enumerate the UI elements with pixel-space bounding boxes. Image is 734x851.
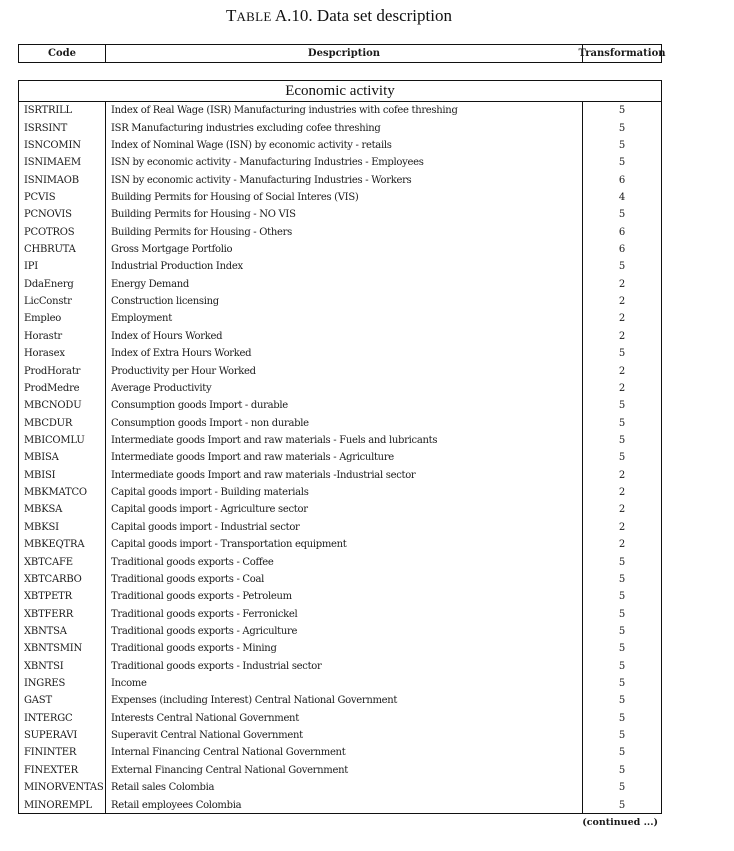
row-description: Employment: [111, 313, 172, 325]
table-row: [19, 380, 661, 397]
row-description: Building Permits for Housing - NO VIS: [111, 209, 296, 221]
row-transformation: 5: [618, 435, 626, 446]
row-code: ISNCOMIN: [24, 139, 81, 151]
table-title-text: A.10. Data set description: [274, 6, 452, 25]
row-description: Capital goods import - Industrial sector: [111, 521, 300, 533]
row-code: ISNIMAOB: [24, 174, 79, 186]
table-row: [19, 762, 661, 779]
row-transformation: 5: [618, 573, 626, 585]
table-row: [19, 119, 661, 136]
row-transformation: 2: [618, 469, 626, 481]
table-row: [19, 692, 661, 709]
row-transformation: 5: [618, 764, 626, 776]
row-code: INGRES: [24, 678, 66, 690]
row-description: Average Productivity: [111, 382, 212, 394]
row-code: GAST: [24, 695, 52, 707]
row-code: XBNTSI: [24, 660, 64, 672]
row-transformation: 6: [618, 226, 626, 238]
row-description: Intermediate goods Import and raw materials - Agriculture: [111, 452, 394, 464]
table-row: [19, 189, 661, 206]
row-transformation: 5: [618, 452, 626, 464]
row-code: XBNTSMIN: [24, 643, 83, 655]
table-row: [19, 241, 661, 258]
table-row: [19, 501, 661, 518]
table-row: [19, 553, 661, 570]
table-row: [19, 276, 661, 293]
row-description: Capital goods import - Transportation equipment: [111, 539, 347, 551]
table-row: [19, 293, 661, 310]
table-row: [19, 727, 661, 744]
row-description: Index of Hours Worked: [111, 330, 223, 342]
row-code: MBCDUR: [24, 417, 73, 429]
table-row: [19, 397, 661, 414]
row-transformation: 2: [618, 487, 626, 499]
row-transformation: 2: [618, 365, 626, 377]
row-description: Traditional goods exports - Mining: [111, 643, 277, 655]
row-transformation: 5: [618, 417, 626, 429]
table-row: [19, 137, 661, 154]
row-description: Index of Nominal Wage (ISN) by economic activity - retails: [111, 139, 392, 151]
row-transformation: 2: [618, 539, 626, 551]
table-title-prefix-cap: T: [226, 6, 237, 25]
row-transformation: 5: [618, 712, 626, 724]
table-row: [19, 362, 661, 379]
row-description: Consumption goods Import - durable: [111, 400, 288, 412]
row-transformation: 5: [618, 799, 626, 811]
column-header-description: Despcription: [106, 45, 583, 62]
row-code: Empleo: [24, 313, 62, 325]
table-row: [19, 449, 661, 466]
row-description: Traditional goods exports - Industrial sector: [111, 660, 322, 672]
row-code: FININTER: [24, 747, 77, 759]
row-transformation: 2: [618, 313, 626, 325]
row-description: Traditional goods exports - Petroleum: [111, 591, 292, 603]
continued-note: (continued ...): [582, 817, 658, 828]
row-description: Retail employees Colombia: [111, 799, 242, 811]
section-title: Economic activity: [19, 81, 661, 102]
row-transformation: 5: [618, 747, 626, 759]
row-code: MBICOMLU: [24, 435, 85, 446]
row-description: Internal Financing Central National Government: [111, 747, 346, 759]
row-transformation: 5: [618, 261, 626, 273]
row-code: ISNIMAEM: [24, 157, 81, 169]
row-transformation: 5: [618, 730, 626, 742]
row-code: MBKMATCO: [24, 487, 87, 499]
row-code: MBISA: [24, 452, 59, 464]
row-transformation: 5: [618, 556, 626, 568]
table-row: [19, 310, 661, 327]
table-row: [19, 779, 661, 796]
table-row: [19, 171, 661, 188]
row-transformation: 5: [618, 591, 626, 603]
row-code: MBISI: [24, 469, 56, 481]
table-row: [19, 258, 661, 275]
row-description: Industrial Production Index: [111, 261, 243, 273]
row-description: Superavit Central National Government: [111, 730, 303, 742]
row-transformation: 2: [618, 504, 626, 516]
row-description: Energy Demand: [111, 278, 189, 290]
row-transformation: 2: [618, 382, 626, 394]
row-description: Building Permits for Housing - Others: [111, 226, 292, 238]
table-row: [19, 484, 661, 501]
table-row: [19, 658, 661, 675]
column-header-code: Code: [19, 45, 106, 62]
row-transformation: 5: [618, 400, 626, 412]
table-row: [19, 640, 661, 657]
table-row: [19, 710, 661, 727]
row-transformation: 6: [618, 244, 626, 256]
row-code: MBKEQTRA: [24, 539, 85, 551]
row-code: PCVIS: [24, 191, 56, 203]
row-transformation: 2: [618, 278, 626, 290]
row-description: Index of Real Wage (ISR) Manufacturing industries with cofee threshing: [111, 105, 458, 117]
row-description: Retail sales Colombia: [111, 782, 215, 794]
table-row: [19, 519, 661, 536]
row-transformation: 5: [618, 643, 626, 655]
row-description: ISN by economic activity - Manufacturing Industries - Workers: [111, 174, 412, 186]
row-description: Building Permits for Housing of Social Interes (VIS): [111, 191, 359, 203]
table-row: [19, 605, 661, 622]
table-row: [19, 154, 661, 171]
row-transformation: 5: [618, 695, 626, 707]
row-code: DdaEnerg: [24, 278, 74, 290]
row-code: CHBRUTA: [24, 244, 76, 256]
row-code: PCNOVIS: [24, 209, 72, 221]
row-code: FINEXTER: [24, 764, 78, 776]
row-transformation: 6: [618, 174, 626, 186]
table-row: [19, 224, 661, 241]
table-rows: [19, 102, 661, 814]
row-code: LicConstr: [24, 296, 72, 308]
row-description: Traditional goods exports - Ferronickel: [111, 608, 298, 620]
row-description: External Financing Central National Government: [111, 764, 348, 776]
row-code: MBCNODU: [24, 400, 82, 412]
row-description: Capital goods import - Building materials: [111, 487, 309, 499]
row-transformation: 5: [618, 625, 626, 637]
row-code: Horasex: [24, 348, 65, 360]
row-transformation: 2: [618, 296, 626, 308]
row-code: ProdHoratr: [24, 365, 81, 377]
row-code: MINOREMPL: [24, 799, 92, 811]
row-transformation: 5: [618, 105, 626, 117]
row-description: Capital goods import - Agriculture sector: [111, 504, 308, 516]
row-description: Intermediate goods Import and raw materials - Fuels and lubricants: [111, 435, 438, 446]
table-row: [19, 675, 661, 692]
row-transformation: 2: [618, 330, 626, 342]
row-code: XBTPETR: [24, 591, 72, 603]
row-description: Consumption goods Import - non durable: [111, 417, 309, 429]
row-code: XBTCAFE: [24, 556, 73, 568]
row-transformation: 5: [618, 157, 626, 169]
row-code: MINORVENTAS: [24, 782, 104, 794]
table-row: [19, 623, 661, 640]
row-code: ISRSINT: [24, 122, 68, 134]
row-description: Expenses (including Interest) Central National Government: [111, 695, 398, 707]
row-description: Gross Mortgage Portfolio: [111, 244, 233, 256]
row-description: Intermediate goods Import and raw materials -Industrial sector: [111, 469, 416, 481]
table-title: [0, 6, 678, 26]
row-description: Productivity per Hour Worked: [111, 365, 256, 377]
column-header-transformation: Transformation: [578, 48, 666, 59]
row-transformation: 2: [618, 521, 626, 533]
row-code: ProdMedre: [24, 382, 80, 394]
row-description: ISN by economic activity - Manufacturing Industries - Employees: [111, 157, 424, 169]
table-row: [19, 432, 661, 449]
table-title-prefix-smallcaps: ABLE: [236, 9, 272, 24]
row-transformation: 5: [618, 660, 626, 672]
row-code: XBNTSA: [24, 625, 67, 637]
row-description: Income: [111, 678, 147, 690]
table-row: [19, 328, 661, 345]
row-transformation: 5: [618, 209, 626, 221]
table-row: [19, 206, 661, 223]
table-row: [19, 414, 661, 431]
row-code: ISRTRILL: [24, 105, 72, 117]
row-code: MBKSA: [24, 504, 63, 516]
row-code: SUPERAVI: [24, 730, 78, 742]
row-code: PCOTROS: [24, 226, 75, 238]
table-row: [19, 467, 661, 484]
row-description: Traditional goods exports - Coal: [111, 573, 265, 585]
row-transformation: 5: [618, 678, 626, 690]
row-code: XBTFERR: [24, 608, 74, 620]
column-header-table: [18, 44, 666, 63]
row-description: ISR Manufacturing industries excluding cofee threshing: [111, 122, 381, 134]
row-description: Interests Central National Government: [111, 712, 299, 724]
row-transformation: 5: [618, 782, 626, 794]
table-row: [19, 571, 661, 588]
row-code: XBTCARBO: [24, 573, 82, 585]
row-transformation: 5: [618, 348, 626, 360]
table-row: [19, 345, 661, 362]
row-transformation: 5: [618, 122, 626, 134]
table-row: [19, 744, 661, 761]
table-row: [19, 102, 661, 119]
section-table-economic-activity: [18, 80, 662, 814]
row-description: Index of Extra Hours Worked: [111, 348, 252, 360]
row-transformation: 5: [618, 139, 626, 151]
row-code: IPI: [24, 261, 39, 273]
table-row: [19, 796, 661, 813]
table-row: [19, 536, 661, 553]
row-description: Traditional goods exports - Agriculture: [111, 625, 298, 637]
row-code: Horastr: [24, 330, 63, 342]
row-transformation: 4: [618, 191, 626, 203]
table-row: [19, 588, 661, 605]
row-code: MBKSI: [24, 521, 59, 533]
row-code: INTERGC: [24, 712, 73, 724]
row-transformation: 5: [618, 608, 626, 620]
row-description: Traditional goods exports - Coffee: [111, 556, 274, 568]
row-description: Construction licensing: [111, 296, 219, 308]
